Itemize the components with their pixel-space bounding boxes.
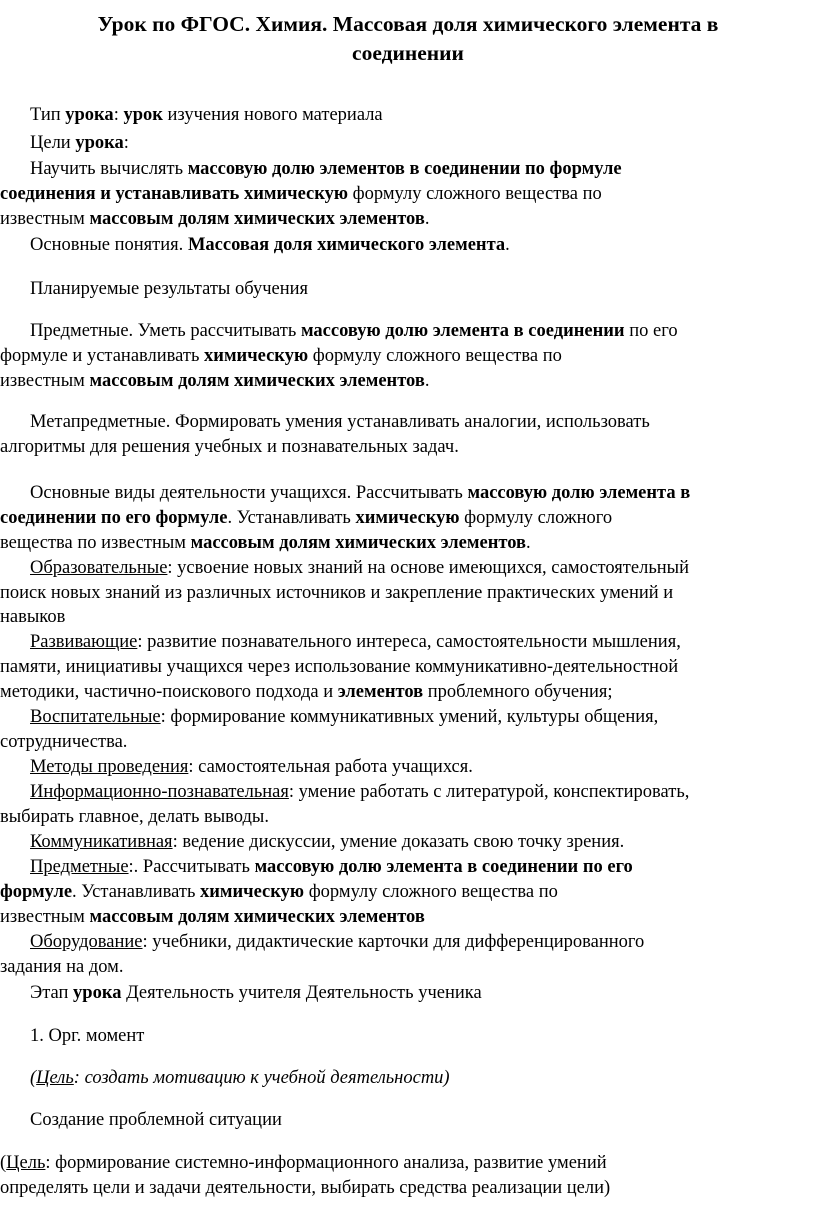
goal-line-3: известным массовым долям химических элементов. bbox=[0, 209, 430, 229]
equipment-line-2: задания на дом. bbox=[0, 957, 124, 977]
motivation-goal-line: (Цель: создать мотивацию к учебной деятельности) bbox=[30, 1068, 450, 1088]
planned-results-heading: Планируемые результаты обучения bbox=[30, 279, 309, 299]
educational-line-1: Образовательные: усвоение новых знаний на основе имеющихся, самостоятельный bbox=[30, 558, 689, 578]
subject-line-2: формуле. Устанавливать химическую формулу сложного вещества по bbox=[0, 882, 558, 902]
equipment-line-1: Оборудование: учебники, дидактические карточки для дифференцированного bbox=[30, 932, 645, 952]
educational-line-3: навыков bbox=[0, 607, 66, 627]
lesson-stage-header: Этап урока Деятельность учителя Деятельность ученика bbox=[30, 983, 482, 1003]
subject-results-line-2: формуле и устанавливать химическую формулу сложного вещества по bbox=[0, 346, 562, 366]
metasubject-line-1: Метапредметные. Формировать умения устанавливать аналогии, использовать bbox=[30, 412, 650, 432]
subject-line-3: известным массовым долям химических элементов bbox=[0, 907, 425, 927]
subject-results-line-3: известным массовым долям химических элементов. bbox=[0, 371, 430, 391]
analysis-goal-line-1: (Цель: формирование системно-информационного анализа, развитие умений bbox=[0, 1153, 607, 1173]
lesson-goals-line: Цели урока: bbox=[30, 133, 129, 153]
title-line-1: Урок по ФГОС. Химия. Массовая доля химического элемента в bbox=[97, 12, 719, 36]
developing-line-1: Развивающие: развитие познавательного интереса, самостоятельности мышления, bbox=[30, 632, 681, 652]
document-title bbox=[0, 10, 816, 68]
analysis-goal-line-2: определять цели и задачи деятельности, выбирать средства реализации цели) bbox=[0, 1178, 611, 1198]
activities-line-1: Основные виды деятельности учащихся. Рассчитывать массовую долю элемента в bbox=[30, 483, 691, 503]
upbringing-line-2: сотрудничества. bbox=[0, 732, 128, 752]
communicative-line: Коммуникативная: ведение дискуссии, умение доказать свою точку зрения. bbox=[30, 832, 625, 852]
info-cognitive-line-2: выбирать главное, делать выводы. bbox=[0, 807, 269, 827]
subject-results-line-1: Предметные. Уметь рассчитывать массовую долю элемента в соединении по его bbox=[30, 321, 678, 341]
developing-line-2: памяти, инициативы учащихся через использование коммуникативно-деятельностной bbox=[0, 657, 679, 677]
activities-line-2: соединении по его формуле. Устанавливать химическую формулу сложного bbox=[0, 508, 613, 528]
problem-situation-line: Создание проблемной ситуации bbox=[30, 1110, 282, 1130]
subject-line-1: Предметные:. Рассчитывать массовую долю элемента в соединении по его bbox=[30, 857, 633, 877]
activities-line-3: вещества по известным массовым долям химических элементов. bbox=[0, 533, 531, 553]
developing-line-3: методики, частично-поискового подхода и элементов проблемного обучения; bbox=[0, 682, 613, 702]
goal-line-1: Научить вычислять массовую долю элементов в соединении по формуле bbox=[30, 159, 622, 179]
upbringing-line-1: Воспитательные: формирование коммуникативных умений, культуры общения, bbox=[30, 707, 659, 727]
goal-line-2: соединения и устанавливать химическую формулу сложного вещества по bbox=[0, 184, 602, 204]
org-moment-line: 1. Орг. момент bbox=[30, 1026, 145, 1046]
metasubject-line-2: алгоритмы для решения учебных и познавательных задач. bbox=[0, 437, 459, 457]
info-cognitive-line-1: Информационно-познавательная: умение работать с литературой, конспектировать, bbox=[30, 782, 690, 802]
lesson-type-line: Тип урока: урок изучения нового материала bbox=[30, 105, 383, 125]
educational-line-2: поиск новых знаний из различных источников и закрепление практических умений и bbox=[0, 583, 674, 603]
title-line-2: соединении bbox=[352, 41, 464, 65]
methods-line: Методы проведения: самостоятельная работа учащихся. bbox=[30, 757, 473, 777]
basic-concepts-line: Основные понятия. Массовая доля химического элемента. bbox=[30, 235, 510, 255]
